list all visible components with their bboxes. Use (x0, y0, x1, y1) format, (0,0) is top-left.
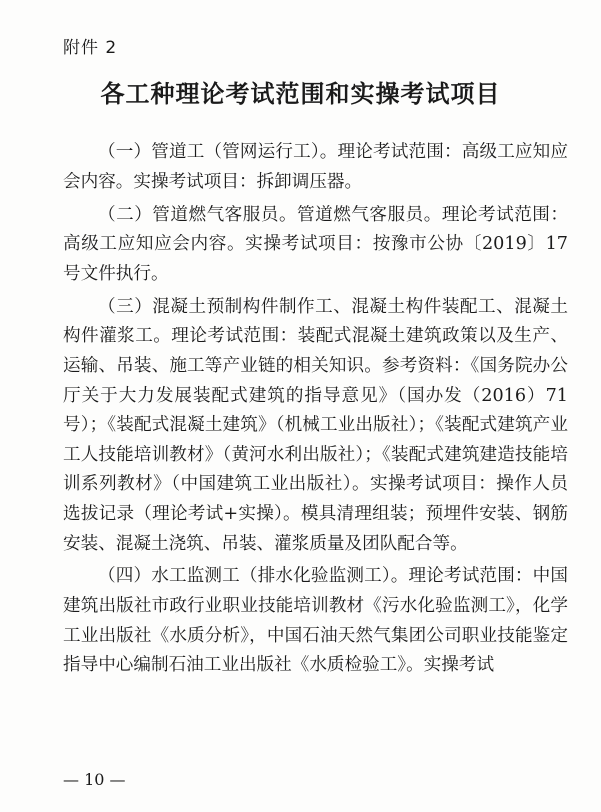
paragraph-2: （二）管道燃气客服员。管道燃气客服员。理论考试范围：高级工应知应会内容。实操考试项目：按豫市公协〔2019〕17 号文件执行。 (63, 204, 568, 284)
paragraph-3: （三）混凝土预制构件制作工、混凝土构件装配工、混凝土构件灌浆工。理论考试范围：装配式混凝土建筑政策以及生产、运输、吊装、施工等产业链的相关知识。参考资料：《国务院办公厅关于大力发展装配式建筑的指导意见》（国办发（2016）71号）；《装配式混凝土建筑》（机械工业出版社）；《装配式建筑产业工人技能培训教材》（黄河水利出版社）；《装配式建筑建造技能培训系列教材》（中国建筑工业出版社）。实操考试项目：操作人员选拔记录（理论考试+实操）。模具清理组装；预埋件安装、钢筋安装、混凝土浇筑、吊装、灌浆质量及团队配合等。 (63, 296, 568, 554)
paragraph-1: （一）管道工（管网运行工）。理论考试范围：高级工应知应会内容。实操考试项目：拆卸调压器。 (63, 142, 568, 192)
paragraph-4: （四）水工监测工（排水化验监测工）。理论考试范围：中国建筑出版社市政行业职业技能培训教材《污水化验监测工》，化学工业出版社《水质分析》，中国石油天然气集团公司职业技能鉴定指导中心编制石油工业出版社《水质检验工》。实操考试 (63, 566, 568, 676)
document-title: 各工种理论考试范围和实操考试项目 (100, 80, 501, 108)
attachment-label: 附件 2 (63, 38, 118, 58)
document-body (63, 138, 568, 684)
page-number: — 10 — (63, 770, 126, 789)
